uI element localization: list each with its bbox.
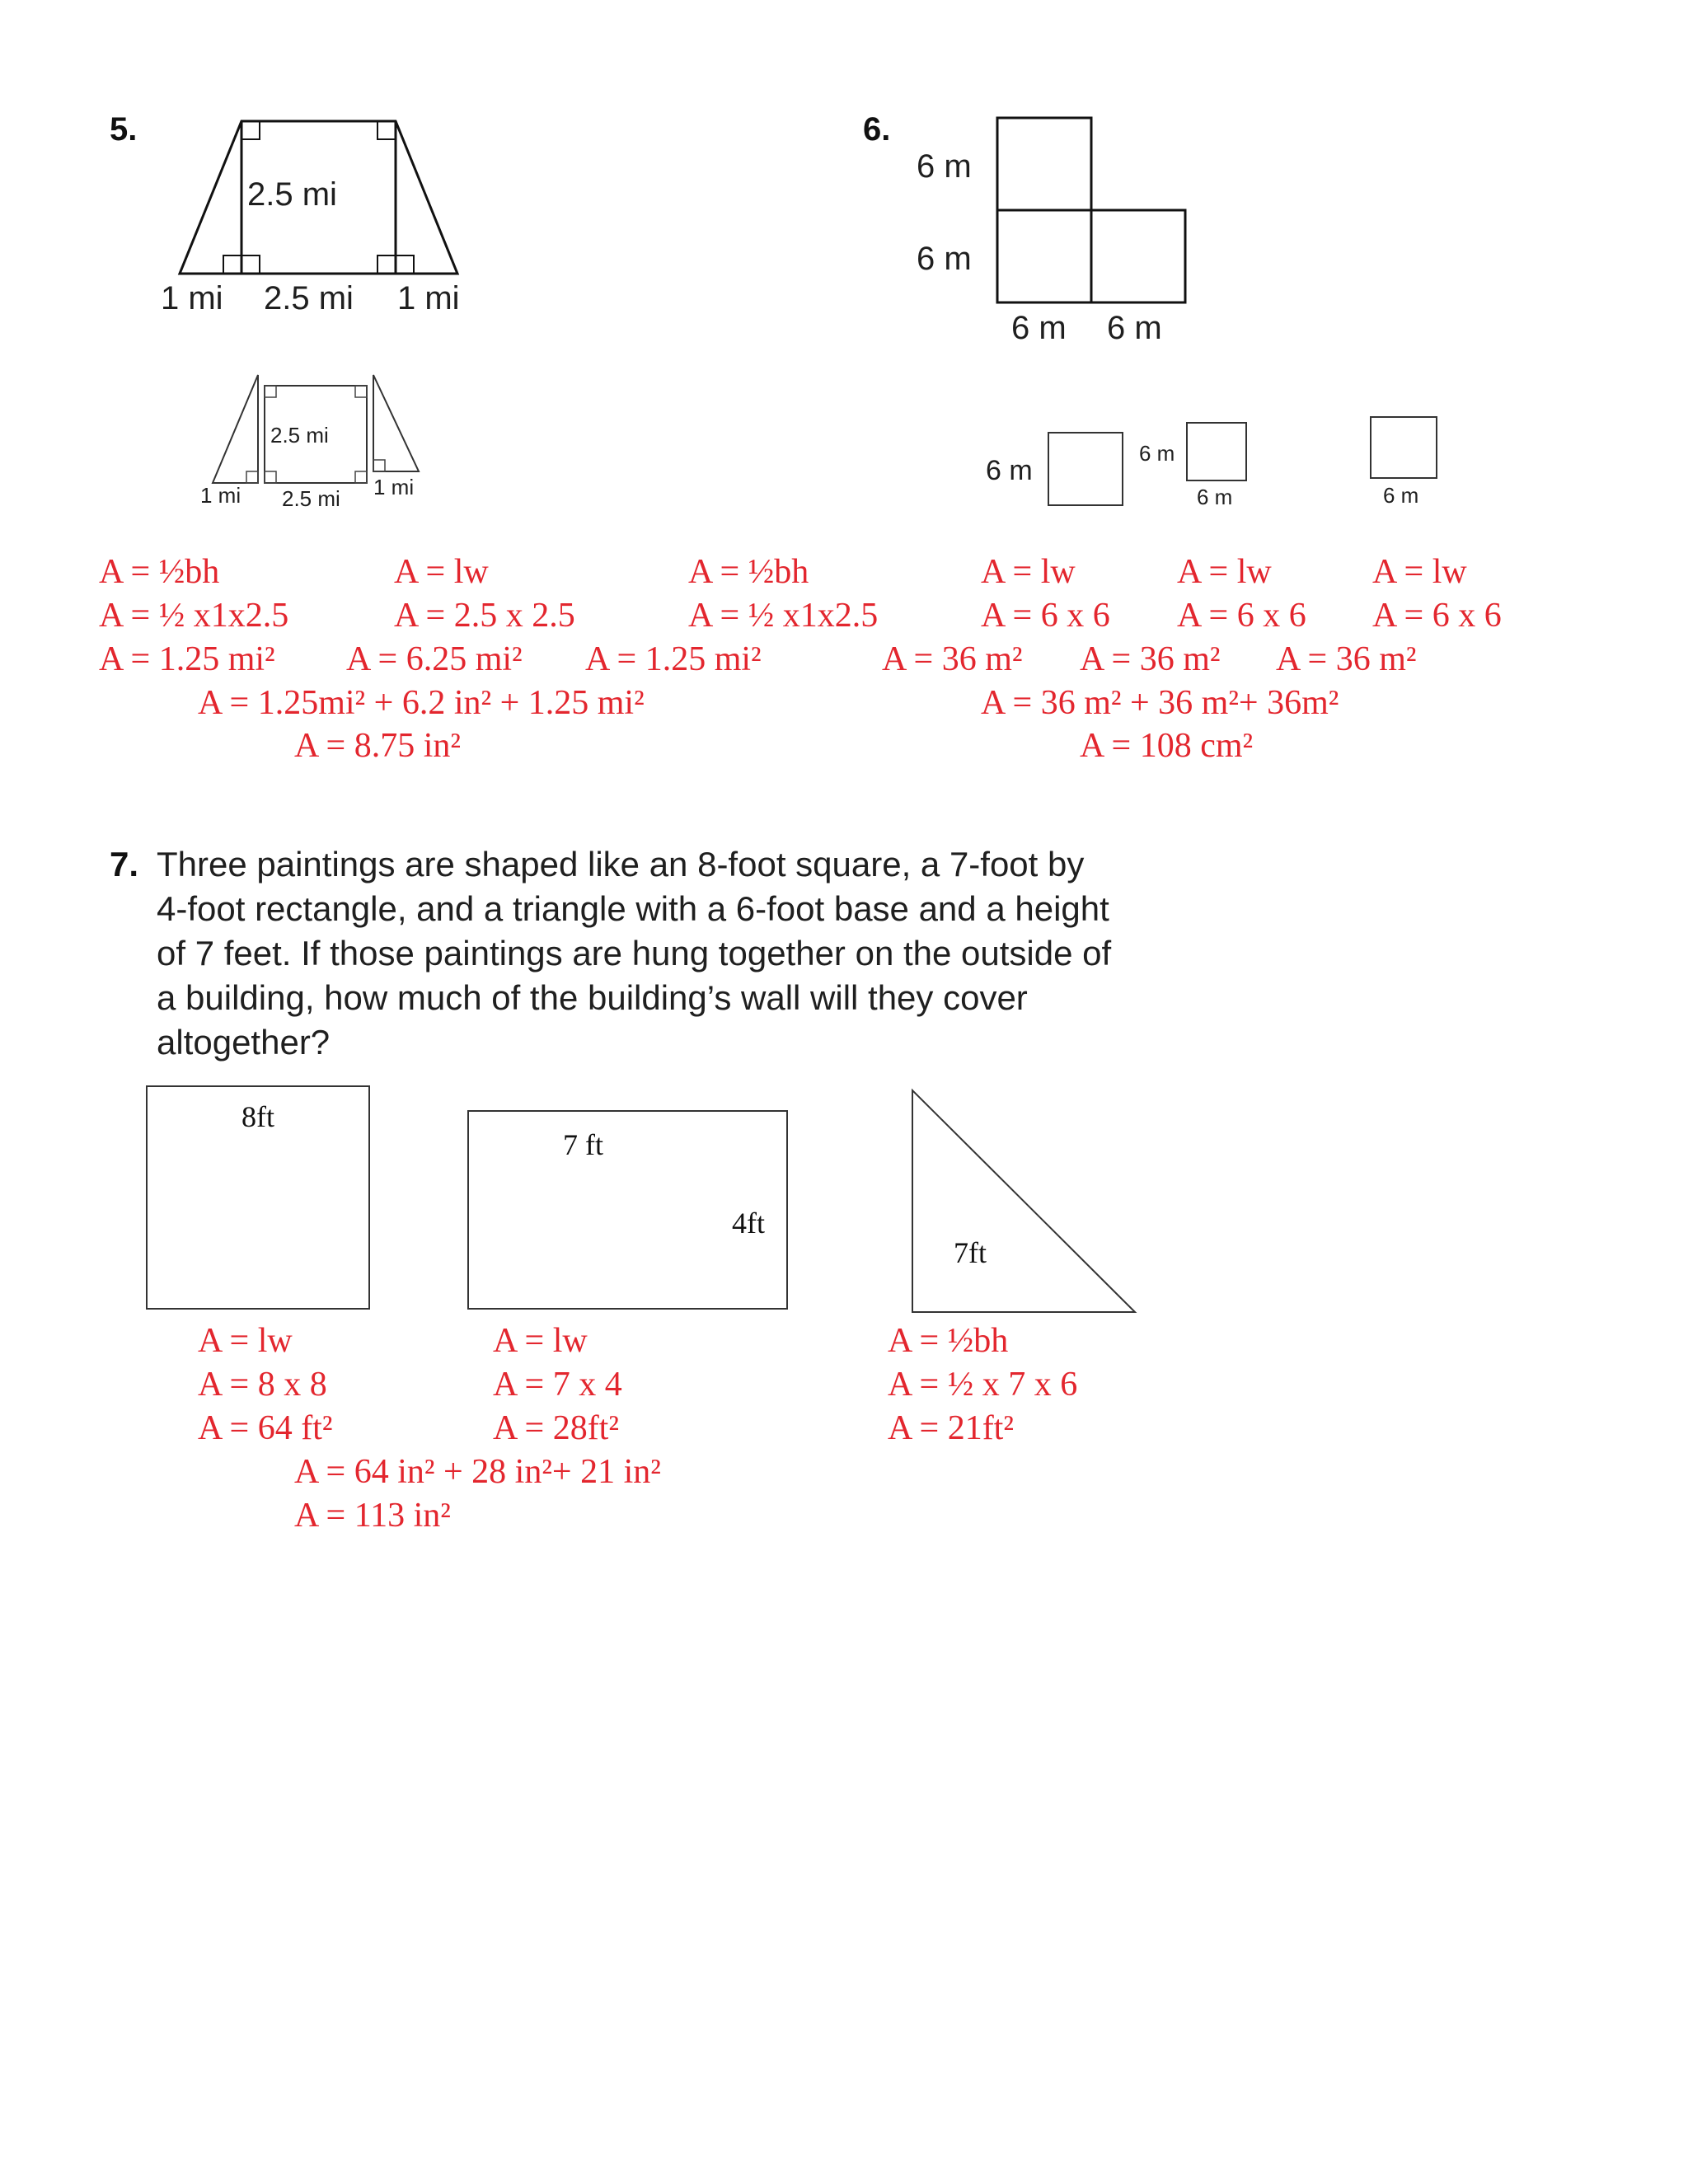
question-line-4: a building, how much of the building’s wall will they cover [157,978,1028,1017]
p7-rect-line-1: A = lw [493,1322,588,1360]
bottom-right-side-label: 6 m [1107,310,1162,346]
split-square-1-label: 6 m [986,455,1033,486]
right-angle-mark [241,121,260,139]
right-angle-mark [377,255,396,274]
problem-5-number: 5. [110,111,138,148]
p6-sq1-line-1: A = lw [981,553,1076,591]
split-square-label: 2.5 mi [270,423,329,448]
split-square-3-bottom-label: 6 m [1383,483,1419,508]
question-line-3: of 7 feet. If those paintings are hung together on the outside of [157,934,1112,972]
p7-triangle-line-3: A = 21ft² [888,1409,1014,1447]
right-base-label: 1 mi [397,280,460,316]
question-line-2: 4-foot rectangle, and a triangle with a 6-foot base and a height [157,889,1109,928]
problem-5-trapezoid-figure [161,121,460,316]
p7-rect-line-2: A = 7 x 4 [493,1366,622,1404]
split-square-1 [1048,433,1123,505]
problem-7-number: 7. [110,845,139,883]
p5-total-sum: A = 1.25mi² + 6.2 in² + 1.25 mi² [198,684,645,722]
problem-5-work [99,553,878,765]
p7-square-line-3: A = 64 ft² [198,1409,333,1447]
p5-left-tri-line-1: A = ½bh [99,553,220,591]
p6-sq3-line-3: A = 36 m² [1276,640,1417,678]
p6-sq2-line-3: A = 36 m² [1080,640,1221,678]
p7-triangle-line-2: A = ½ x 7 x 6 [888,1366,1078,1404]
rectangle-side-label: 4ft [732,1207,765,1240]
problem-6-number: 6. [863,111,891,148]
p6-sq1-line-2: A = 6 x 6 [981,597,1110,635]
problem-5-split-figure [200,375,419,511]
p5-left-tri-line-3: A = 1.25 mi² [99,640,275,678]
p6-total-sum: A = 36 m² + 36 m²+ 36m² [981,684,1339,722]
middle-base-label: 2.5 mi [264,280,354,316]
left-top-side-label: 6 m [917,148,972,185]
left-base-label: 1 mi [161,280,223,316]
bottom-right-square [1091,210,1185,302]
problem-7-work [198,1322,1077,1535]
split-square-2-bottom-label: 6 m [1197,485,1233,509]
right-angle-mark [377,121,396,139]
p6-sq3-line-1: A = lw [1372,553,1467,591]
square-side-label: 2.5 mi [247,176,337,213]
right-angle-mark [265,386,276,397]
split-left-base-label: 1 mi [200,483,241,508]
problem-7-question [157,845,1111,1062]
problem-7-figures [147,1086,1135,1312]
p6-sq2-line-2: A = 6 x 6 [1177,597,1306,635]
right-angle-mark [223,255,241,274]
p7-square-line-2: A = 8 x 8 [198,1366,327,1404]
p5-right-tri-line-1: A = ½bh [688,553,809,591]
bottom-left-side-label: 6 m [1011,310,1067,346]
p7-rect-line-3: A = 28ft² [493,1409,619,1447]
problem-6-work [882,553,1502,765]
bottom-left-square [997,210,1091,302]
p7-triangle-line-1: A = ½bh [888,1322,1009,1360]
right-triangle-piece [373,375,419,471]
triangle-painting [912,1090,1135,1312]
p5-square-line-3: A = 6.25 mi² [346,640,523,678]
triangle-label: 7ft [954,1236,987,1269]
p5-right-tri-line-2: A = ½ x1x2.5 [688,597,879,635]
right-angle-mark [355,471,367,483]
left-triangle-piece [213,375,258,483]
p5-total-result: A = 8.75 in² [294,727,461,765]
split-right-base-label: 1 mi [373,475,415,499]
p5-square-line-1: A = lw [394,553,489,591]
problem-6-split-figure [986,417,1437,509]
right-angle-mark [265,471,276,483]
top-square [997,118,1091,210]
p5-right-tri-line-3: A = 1.25 mi² [585,640,762,678]
p7-square-line-1: A = lw [198,1322,293,1360]
split-square-2 [1187,423,1246,480]
p7-total-sum: A = 64 in² + 28 in²+ 21 in² [294,1453,661,1491]
split-square-2-side-label: 6 m [1139,441,1175,466]
question-line-5: altogether? [157,1023,331,1062]
p6-total-result: A = 108 cm² [1080,727,1254,765]
square-painting-label: 8ft [241,1100,274,1133]
rectangle-top-label: 7 ft [563,1128,603,1161]
split-square-3 [1371,417,1437,478]
right-angle-mark [355,386,367,397]
right-angle-mark [396,255,414,274]
p6-sq2-line-1: A = lw [1177,553,1272,591]
p7-total-result: A = 113 in² [294,1497,451,1535]
problem-6-l-shape-figure [917,118,1185,346]
left-bottom-side-label: 6 m [917,241,972,277]
p5-left-tri-line-2: A = ½ x1x2.5 [99,597,289,635]
split-middle-base-label: 2.5 mi [282,486,340,511]
right-angle-mark [373,460,385,471]
p6-sq3-line-2: A = 6 x 6 [1372,597,1502,635]
right-angle-mark [241,255,260,274]
p6-sq1-line-3: A = 36 m² [882,640,1023,678]
p5-square-line-2: A = 2.5 x 2.5 [394,597,575,635]
right-angle-mark [246,471,258,483]
question-line-1: Three paintings are shaped like an 8-foot square, a 7-foot by [157,845,1085,883]
